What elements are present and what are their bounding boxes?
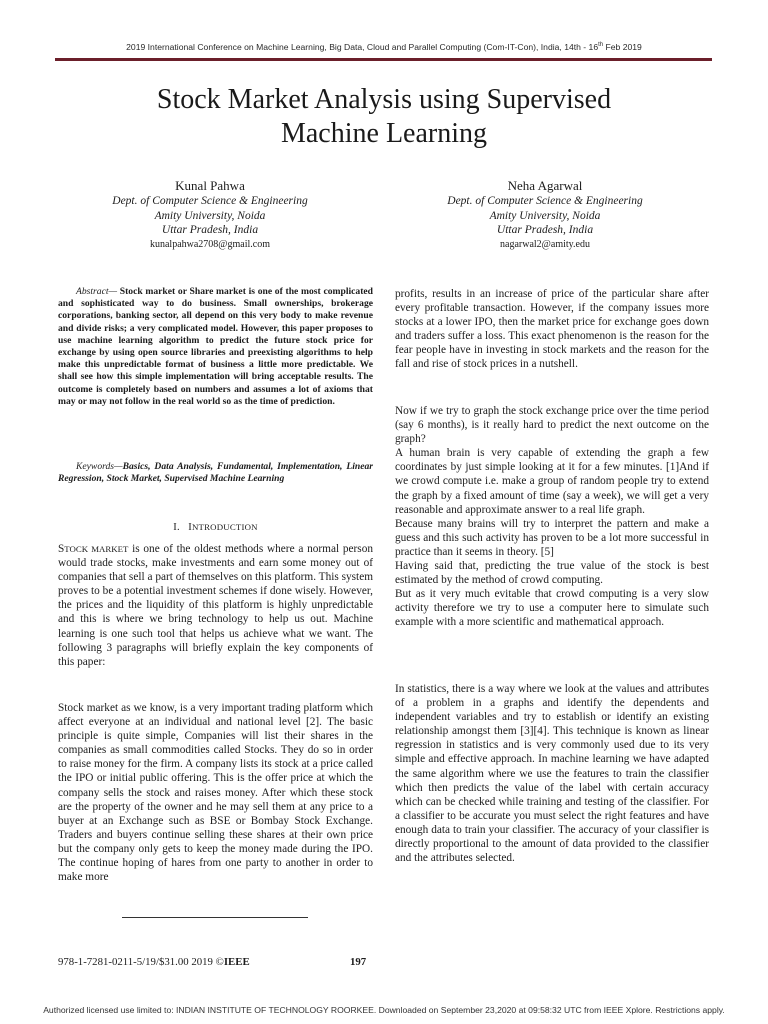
body-paragraph-5: Having said that, predicting the true value of the stock is best estimated by the method of crowd computing. xyxy=(395,560,709,587)
author-name: Kunal Pahwa xyxy=(175,178,245,193)
abstract xyxy=(58,286,373,408)
intro-lead-first-letter: S xyxy=(58,543,65,555)
footer-ieee: IEEE xyxy=(223,956,250,968)
footer-copyright xyxy=(58,956,250,968)
author-university: Amity University, Noida xyxy=(154,209,266,222)
header-rule xyxy=(55,58,712,61)
section-heading-introduction xyxy=(58,522,373,533)
body-paragraph-6: But as it very much evitable that crowd computing is a very slow activity therefore we try to use a computer here to simulate such example with a more scientific and mathematical approach. xyxy=(395,588,709,629)
license-notice: Authorized licensed use limited to: INDIAN INSTITUTE OF TECHNOLOGY ROORKEE. Downloaded on September 23,2020 at 09:58:32 UTC from IEEE Xplore. Restrictions apply. xyxy=(43,1005,725,1015)
abstract-lead: Abstract— xyxy=(76,286,118,297)
author-university: Amity University, Noida xyxy=(489,209,601,222)
intro-paragraph-2: Stock market as we know, is a very important trading platform which affect everyone at an individual and national level [2]. The basic principle is quite simple, Companies will list their shares in the companies as small commodities called Stocks. They do so in order to raise money for the firm. A company lists its stock at a price called the IPO or initial public offering. This is the offer price at which the company sells the stock and raises money. After which these stock are the property of the owner and he may sell them at any price to a buyer at an Exchange such as BSE or Bombay Stock Exchange. Traders and buyers continue selling these shares at their own price but the company only gets to keep the money made during the IPO. The continue hoping of hares from one party to another in order to make more xyxy=(58,702,373,884)
body-paragraph-3: A human brain is very capable of extending the graph a few coordinates by just simple looking at it for a few minutes. [1]And if we crowd compute i.e. make a group of random people try to extend the graph by a fixed amount of time (say a week), we will get a very reasonable and approximate answer to a real life graph. xyxy=(395,447,709,516)
intro-lead-caps: TOCK MARKET xyxy=(64,544,129,554)
author-name: Neha Agarwal xyxy=(507,178,583,193)
body-paragraph-7: In statistics, there is a way where we look at the values and attributes of a problem in a graphs and identify the dependents and independent variables and try to establish or identify an existing relationship amongst them [3][4]. This technique is known as linear regression in statistics and is very commonly used due to its very simple and effective approach. In machine learning we have adapted the same algorithm where we use the features to train the classifier which then predicts the value of the label with certain accuracy which can be checked while training and testing of the classifier. For a classifier to be accurate you must select the right features and have enough data to train your classifier. The accuracy of your classifier is directly proportional to the amount of data provided to the classifier and the attributes selected. xyxy=(395,683,709,865)
author-email: nagarwal2@amity.edu xyxy=(500,238,590,250)
keywords-lead: Keywords— xyxy=(76,461,123,472)
body-paragraph-2: Now if we try to graph the stock exchange price over the time period (say 6 months), is it really hard to predict the next outcome on the graph? xyxy=(395,405,709,446)
author-dept: Dept. of Computer Science & Engineering xyxy=(447,195,643,207)
author-block-2 xyxy=(380,178,710,252)
footer-isbn: 978-1-7281-0211-5/19/$31.00 2019 © xyxy=(58,956,224,968)
section-numeral: I. xyxy=(173,522,180,533)
conference-header xyxy=(40,42,728,52)
author-location: Uttar Pradesh, India xyxy=(496,224,594,236)
title-line-2: Machine Learning xyxy=(280,118,488,149)
title-line-1: Stock Market Analysis using Supervised xyxy=(156,84,612,115)
keywords xyxy=(58,461,373,485)
section-title-rest: NTRODUCTION xyxy=(191,522,258,532)
author-block-1 xyxy=(45,178,375,252)
body-paragraph-4: Because many brains will try to interpret the pattern and make a guess and this such activity has proven to be a lot more successful in practice than it seems in theory. [5] xyxy=(395,517,709,558)
intro-paragraph-1-text: is one of the oldest methods where a normal person would trade stocks, make investments and earn some money out of companies that sell a part of themselves on this platform. This system proves to be a potential investment schemes if done wisely. However, the prices and the liquidity of this platform is highly unpredictable and this is where we bring technology to help us out. Machine learning is one such tool that helps us achieve what we want. The following 3 paragraphs will briefly explain the key components of this paper: xyxy=(58,543,373,668)
body-paragraph-1: profits, results in an increase of price of the particular share after every profitable transaction. However, if the company issues more stocks at a lower IPO, then the market price for exchange goes down and traders suffer a loss. This exact phenomenon is the reason for the fear people have in investing in stock markets and the reason for the fall and rise of stock prices in a nutshell. xyxy=(395,288,709,371)
conference-header-text: 2019 International Conference on Machine Learning, Big Data, Cloud and Parallel Computing (Com-IT-Con), India, 14th - 16 xyxy=(126,42,599,52)
footnote-rule xyxy=(122,917,308,918)
author-email: kunalpahwa2708@gmail.com xyxy=(149,238,270,250)
author-dept: Dept. of Computer Science & Engineering xyxy=(112,195,308,207)
body-paragraph-group xyxy=(395,404,709,630)
keywords-text: Basics, Data Analysis, Fundamental, Implementation, Linear Regression, Stock Market, Supervised Machine Learning xyxy=(58,461,373,485)
section-title-first-letter: I xyxy=(188,522,192,533)
conference-header-tail: Feb 2019 xyxy=(603,42,642,52)
abstract-text: Stock market or Share market is one of the most complicated and sophisticated way to do business. Small ownerships, brokerage corporations, banking sector, all depend on this very body to make revenue and divide risks; a very complicated model. However, this paper proposes to use machine learning algorithm to predict the future stock price for exchange by using open source libraries and preexisting algorithms to help make this unpredictable format of business a little more predictable. We shall see how this simple implementation will bring acceptable results. The outcome is completely based on numbers and assumes a lot of axioms that may or may not follow in the real world so as the time of prediction. xyxy=(58,286,373,407)
intro-paragraph-1 xyxy=(58,542,373,669)
author-location: Uttar Pradesh, India xyxy=(161,224,259,236)
paper-title xyxy=(60,83,708,151)
page-number: 197 xyxy=(350,956,367,968)
conference-header-sup: th xyxy=(598,42,604,49)
